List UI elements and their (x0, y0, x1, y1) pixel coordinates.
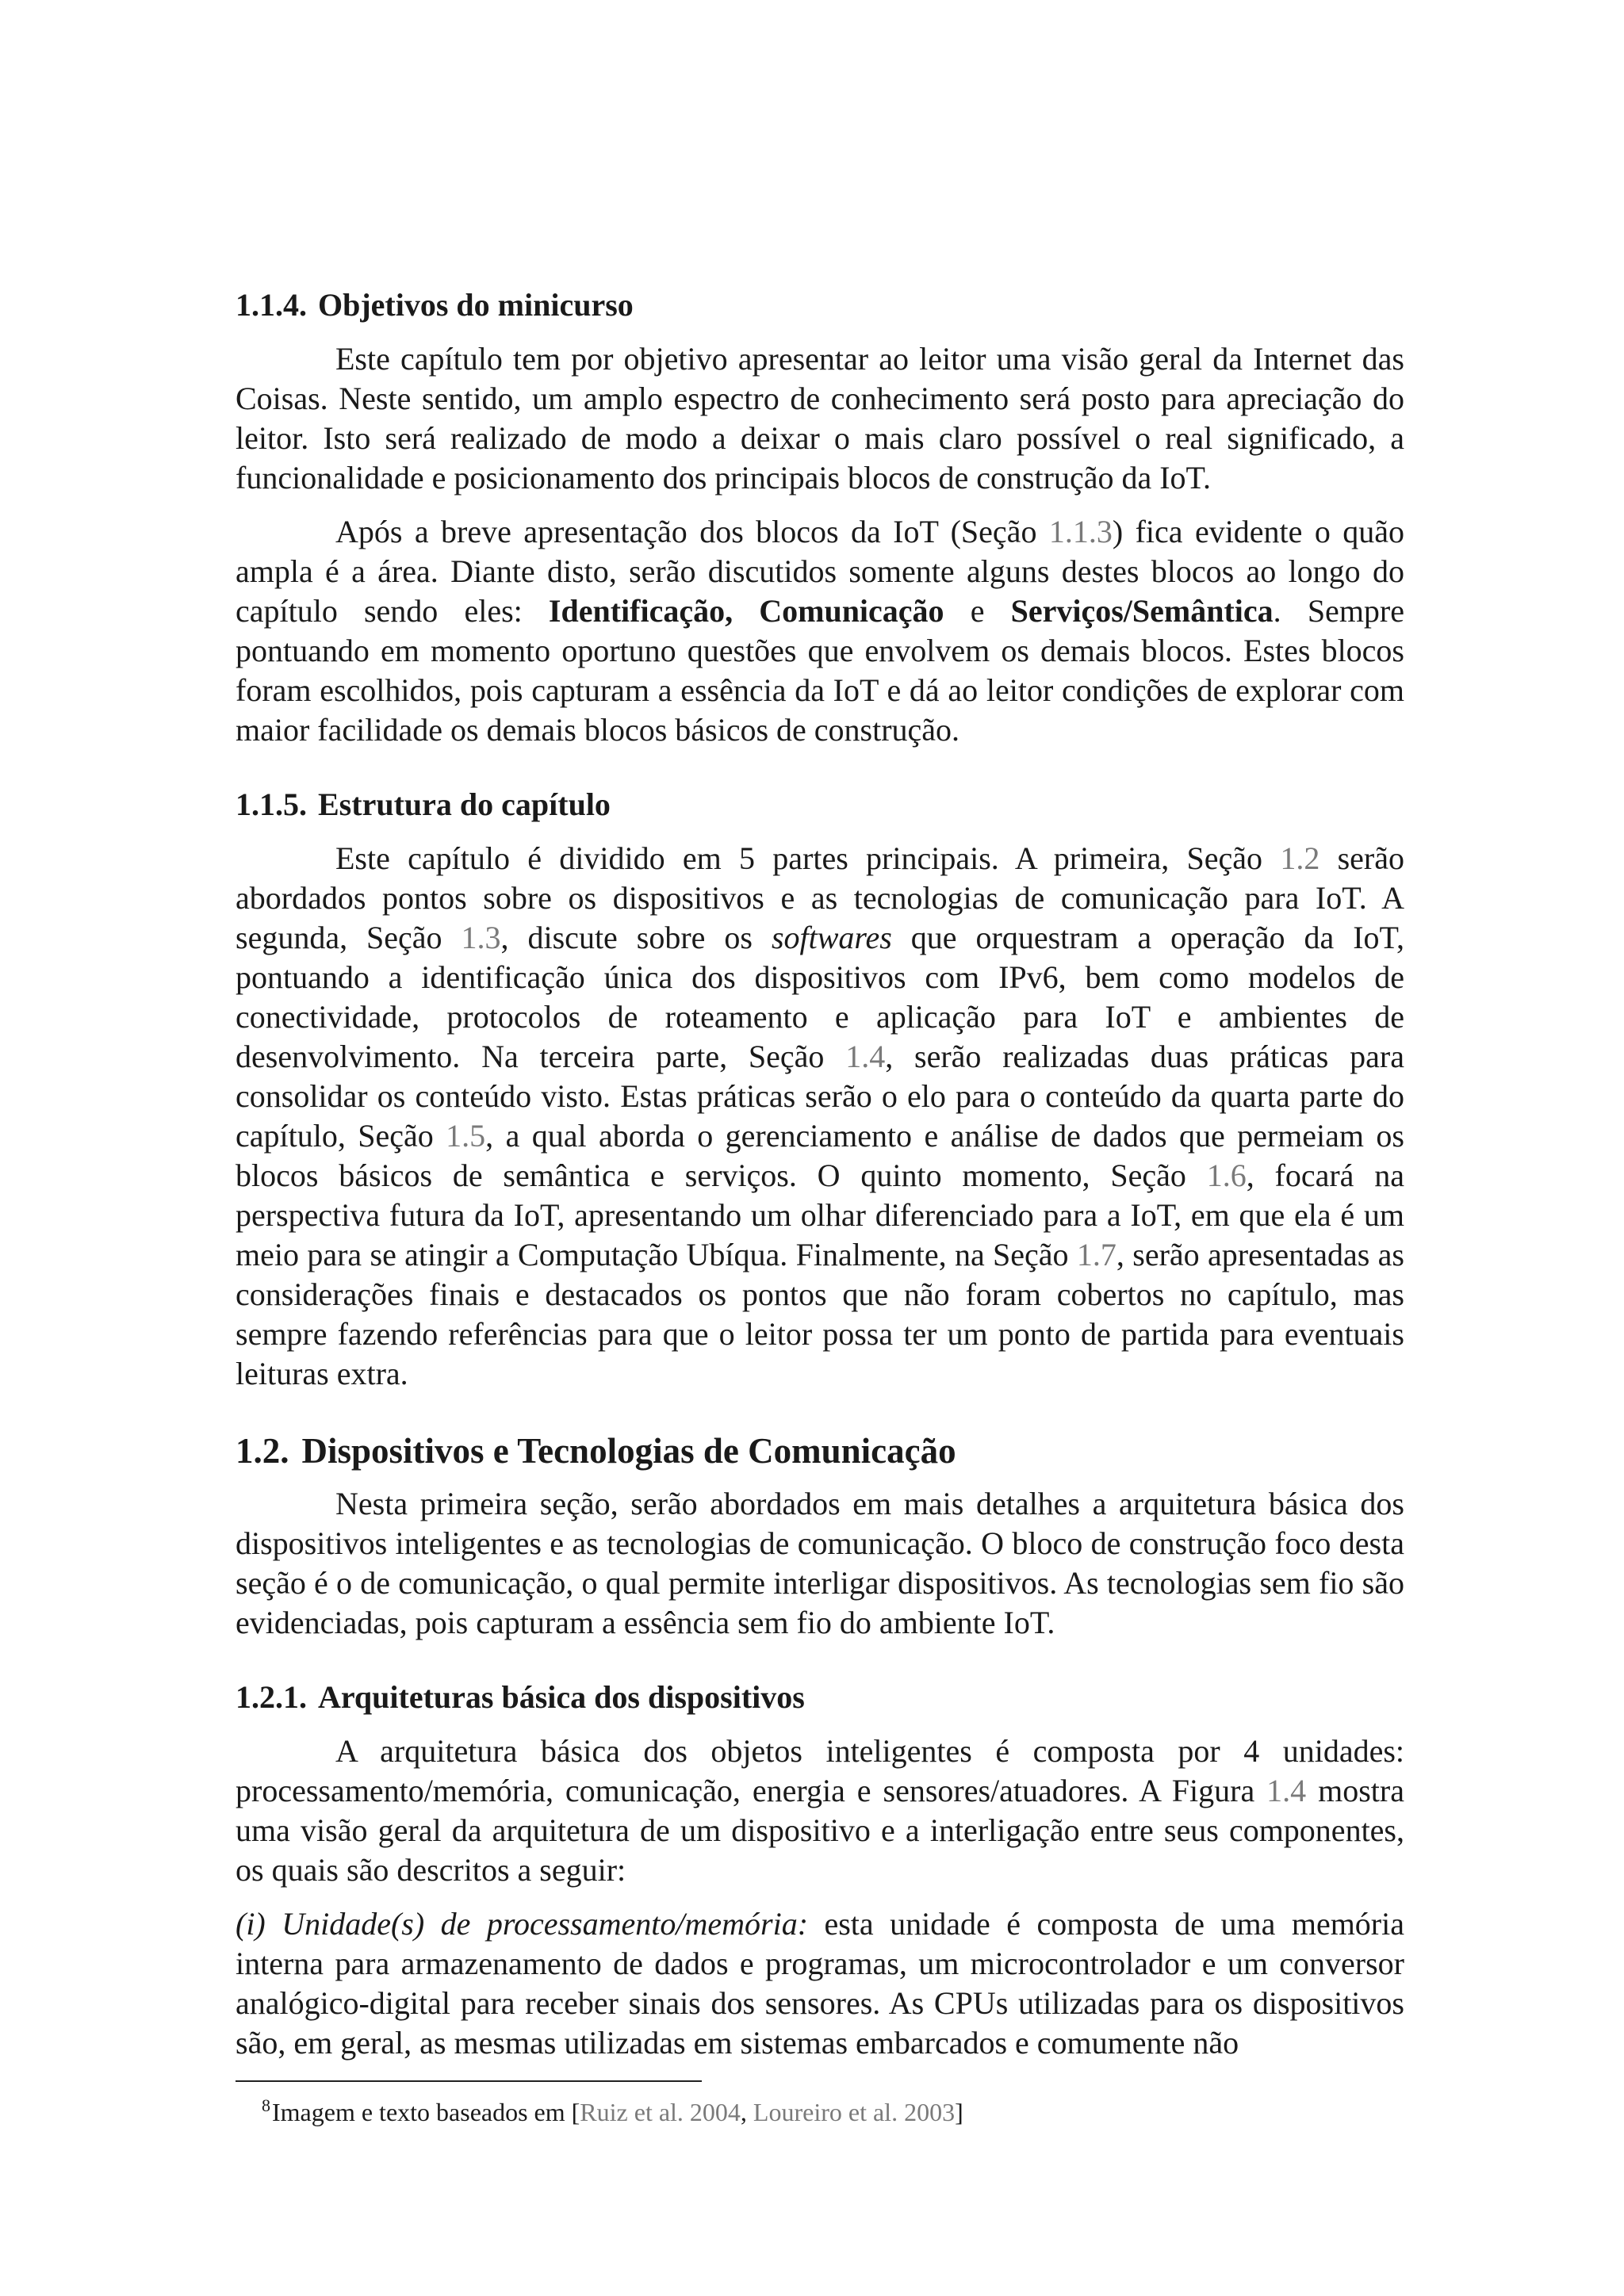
paragraph (236, 512, 1404, 750)
section-heading-1-1-4 (236, 285, 1404, 325)
paragraph: Este capítulo tem por objetivo apresentar ao leitor uma visão geral da Internet das Coisas. Neste sentido, um amplo espectro de conhecimento será posto para apreciação do leitor. Isto será realizado de modo a deixar o mais claro possível o real significado, a funcionalidade e posicionamento dos principais blocos de construção da IoT. (236, 341, 1404, 496)
cross-reference-link[interactable]: 1.6 (1206, 1158, 1247, 1193)
text-run: . Sempre pontuando em momento oportuno questões que envolvem os demais blocos. Estes blocos foram escolhidos, pois capturam a essência da IoT e dá ao leitor condições de explorar com maior facilidade os demais blocos básicos de construção. (236, 593, 1405, 748)
section-number: 1.1.5. (236, 786, 307, 822)
page-content (236, 285, 1404, 2077)
section-title: Arquiteturas básica dos dispositivos (318, 1679, 805, 1715)
text-run: ] (955, 2098, 963, 2126)
text-run: Este capítulo é dividido em 5 partes principais. A primeira, Seção (335, 840, 1281, 876)
cross-reference-link[interactable]: 1.1.3 (1048, 514, 1113, 549)
text-run: esta unidade é composta de uma memória interna para armazenamento de dados e programas, um microcontrolador e um conversor analógico-digital para receber sinais dos sensores. As CPUs utilizadas para os dispositivos são, em geral, as mesmas utilizadas em sistemas embarcados e comumente não (236, 1906, 1404, 2061)
citation-link[interactable]: Loureiro et al. 2003 (753, 2098, 956, 2126)
cross-reference-link[interactable]: 1.7 (1076, 1237, 1116, 1272)
text-run: Após a breve apresentação dos blocos da IoT (Seção (335, 514, 1049, 549)
text-run: mostra uma visão geral da arquitetura de um dispositivo e a interligação entre seus componentes, os quais são descritos a seguir: (236, 1773, 1404, 1888)
figure-reference-link[interactable]: 1.4 (1266, 1773, 1307, 1808)
italic-term: softwares (771, 920, 892, 955)
section-heading-1-2 (236, 1429, 1404, 1473)
italic-term: (i) Unidade(s) de processamento/memória: (236, 1906, 809, 1942)
footnote (262, 2090, 963, 2128)
footnote-mark: 8 (262, 2095, 270, 2115)
text-run: serão abordados pontos sobre os dispositivos e as tecnologias de comunicação para IoT. A segunda, Seção (236, 840, 1404, 955)
text-run: e (944, 593, 1011, 629)
text-run: Imagem e texto baseados em [ (272, 2098, 580, 2126)
text-run: , focará na perspectiva futura da IoT, apresentando um olhar diferenciado para a IoT, em que ela é um meio para se atingir a Computação Ubíqua. Finalmente, na Seção (236, 1158, 1404, 1272)
cross-reference-link[interactable]: 1.2 (1280, 840, 1320, 876)
cross-reference-link[interactable]: 1.4 (845, 1039, 886, 1074)
section-number: 1.1.4. (236, 287, 307, 323)
footnote-divider (236, 2080, 702, 2082)
citation-link[interactable]: Ruiz et al. 2004 (580, 2098, 741, 2126)
bold-term: Identificação, Comunicação (548, 593, 944, 629)
cross-reference-link[interactable]: 1.3 (461, 920, 501, 955)
text-run: , serão apresentadas as considerações finais e destacados os pontos que não foram cobertos no capítulo, mas sempre fazendo referências para que o leitor possa ter um ponto de partida para eventuais leituras extra. (236, 1237, 1404, 1391)
section-heading-1-1-5 (236, 785, 1404, 825)
text-run: , discute sobre os (500, 920, 772, 955)
paragraph (236, 1904, 1404, 2063)
section-heading-1-2-1 (236, 1678, 1404, 1717)
paragraph (236, 1732, 1404, 1890)
text-run: ) fica evidente o quão ampla é a área. Diante disto, serão discutidos somente alguns destes blocos ao longo do capítulo sendo eles: (236, 514, 1404, 629)
paragraph (236, 839, 1404, 1394)
section-number: 1.2. (236, 1431, 289, 1471)
section-title: Dispositivos e Tecnologias de Comunicação (301, 1431, 956, 1471)
text-run: A arquitetura básica dos objetos inteligentes é composta por 4 unidades: processamento/memória, comunicação, energia e sensores/atuadores. A Figura (236, 1733, 1404, 1808)
section-number: 1.2.1. (236, 1679, 307, 1715)
paragraph: Nesta primeira seção, serão abordados em mais detalhes a arquitetura básica dos dispositivos inteligentes e as tecnologias de comunicação. O bloco de construção foco desta seção é o de comunicação, o qual permite interligar dispositivos. As tecnologias sem fio são evidenciadas, pois capturam a essência sem fio do ambiente IoT. (236, 1486, 1404, 1640)
text-run: , (740, 2098, 753, 2126)
text-run: que orquestram a operação da IoT, pontuando a identificação única dos dispositivos com IPv6, bem como modelos de conectividade, protocolos de roteamento e aplicação para IoT e ambientes de desenvolvimento. Na terceira parte, Seção (236, 920, 1404, 1074)
text-run: , serão realizadas duas práticas para consolidar os conteúdo visto. Estas práticas serão o elo para o conteúdo da quarta parte do capítulo, Seção (236, 1039, 1404, 1154)
bold-term: Serviços/Semântica (1010, 593, 1274, 629)
cross-reference-link[interactable]: 1.5 (446, 1118, 486, 1154)
section-title: Estrutura do capítulo (318, 786, 611, 822)
text-run: , a qual aborda o gerenciamento e análise de dados que permeiam os blocos básicos de semântica e serviços. O quinto momento, Seção (236, 1118, 1404, 1193)
section-title: Objetivos do minicurso (318, 287, 634, 323)
